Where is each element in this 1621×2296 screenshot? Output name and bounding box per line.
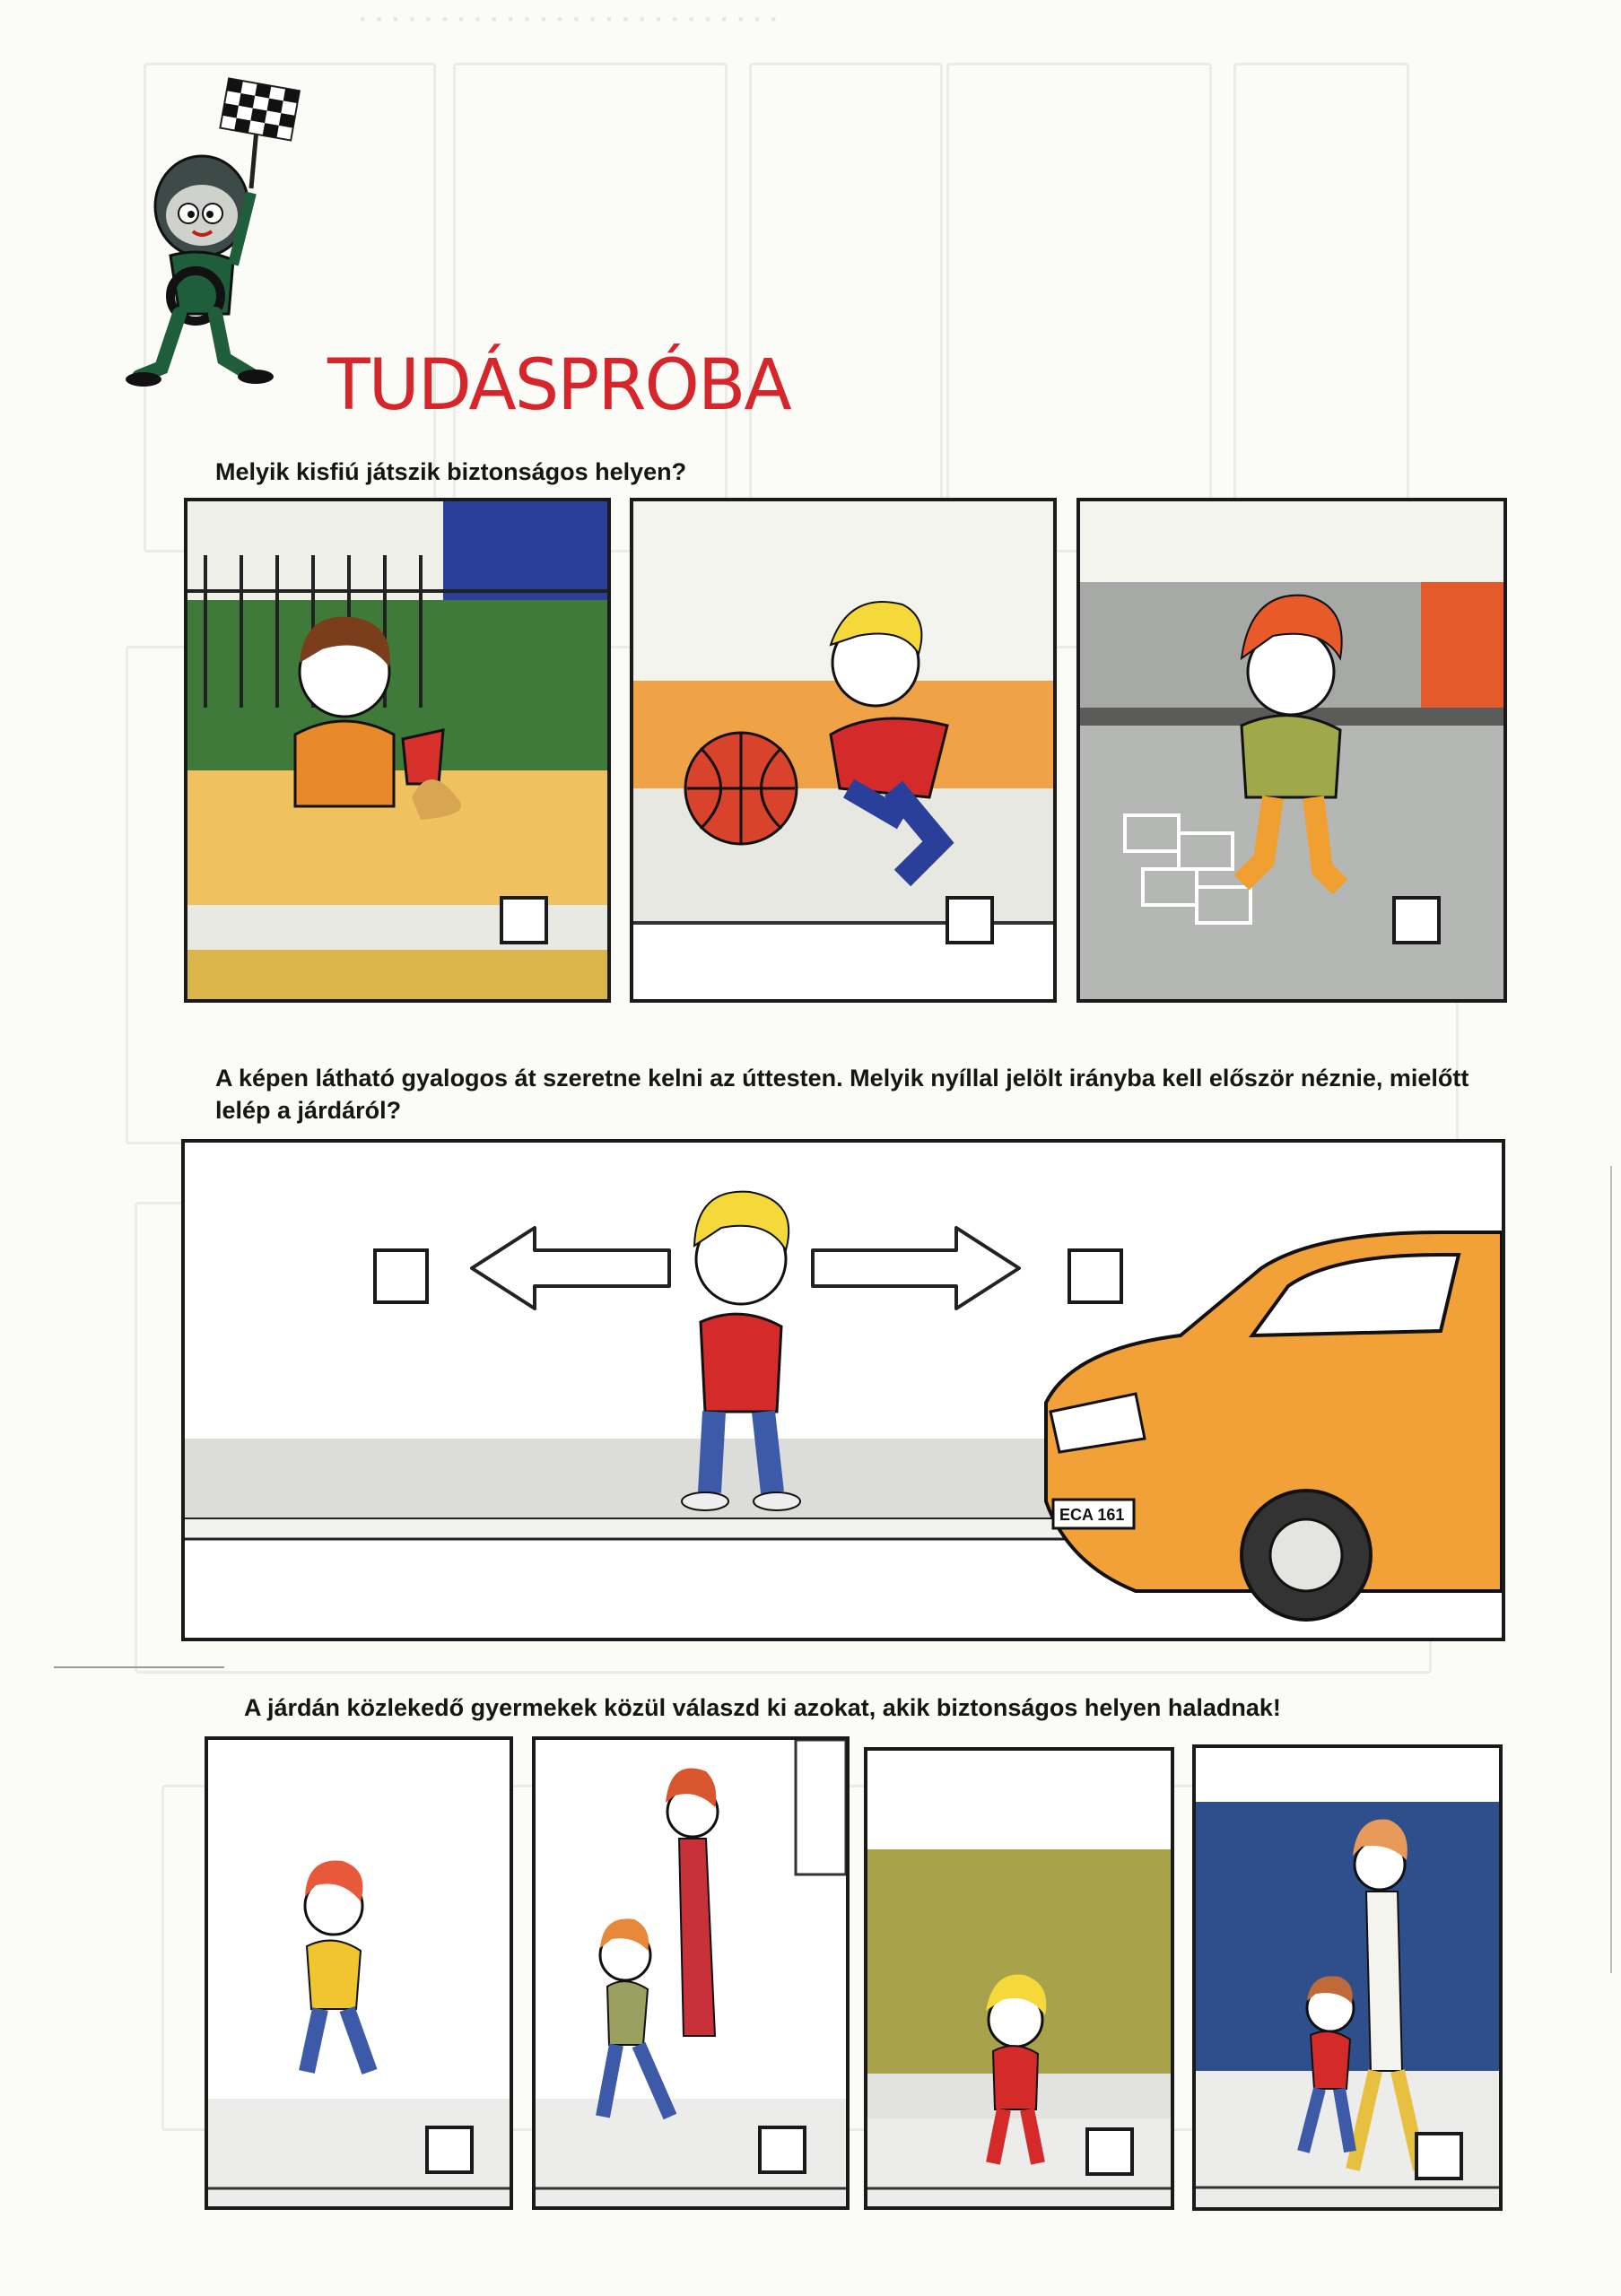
question-1-panel-2 [630,498,1057,1003]
bleed-through-frame [1233,63,1409,552]
question-3-panel-1 [205,1736,513,2210]
crossing-scene [185,1143,1502,1638]
answer-box-right-direction[interactable] [1068,1248,1123,1304]
answer-box-q1-1[interactable] [500,896,548,944]
question-3-panel-2 [532,1736,850,2210]
bleed-through-text: · · · · · · · · · · · · · · · · · · · · · · · · · · [359,4,780,34]
question-1-panel-3 [1076,498,1507,1003]
divider-line [54,1666,224,1668]
question-3-panel-3 [864,1747,1174,2210]
page-title: TUDÁSPRÓBA [327,345,790,426]
answer-box-left-direction[interactable] [373,1248,429,1304]
answer-box-q3-1[interactable] [425,2126,474,2174]
edge-line [1610,1166,1612,1973]
answer-box-q3-3[interactable] [1085,2127,1134,2176]
question-2: A képen látható gyalogos át szeretne kelni az úttesten. Melyik nyíllal jelölt irányba kell először néznie, mielőtt lelép a járdáról? [215,1065,1469,1124]
answer-box-q3-2[interactable] [758,2126,806,2174]
bleed-through-frame [749,63,943,552]
answer-box-q1-2[interactable] [946,896,994,944]
mascot-illustration [117,72,332,395]
question-2-panel [181,1139,1505,1641]
answer-box-q3-4[interactable] [1415,2132,1463,2180]
bleed-through-frame [946,63,1212,552]
license-plate: ECA 161 [1059,1506,1125,1524]
question-3: A járdán közlekedő gyermekek közül válaszd ki azokat, akik biztonságos helyen haladnak! [244,1694,1281,1721]
question-3-panel-4 [1192,1744,1503,2211]
question-1-panel-1 [184,498,611,1003]
question-1: Melyik kisfiú játszik biztonságos helyen? [215,458,687,485]
answer-box-q1-3[interactable] [1392,896,1441,944]
checkered-flag-icon [220,78,300,140]
